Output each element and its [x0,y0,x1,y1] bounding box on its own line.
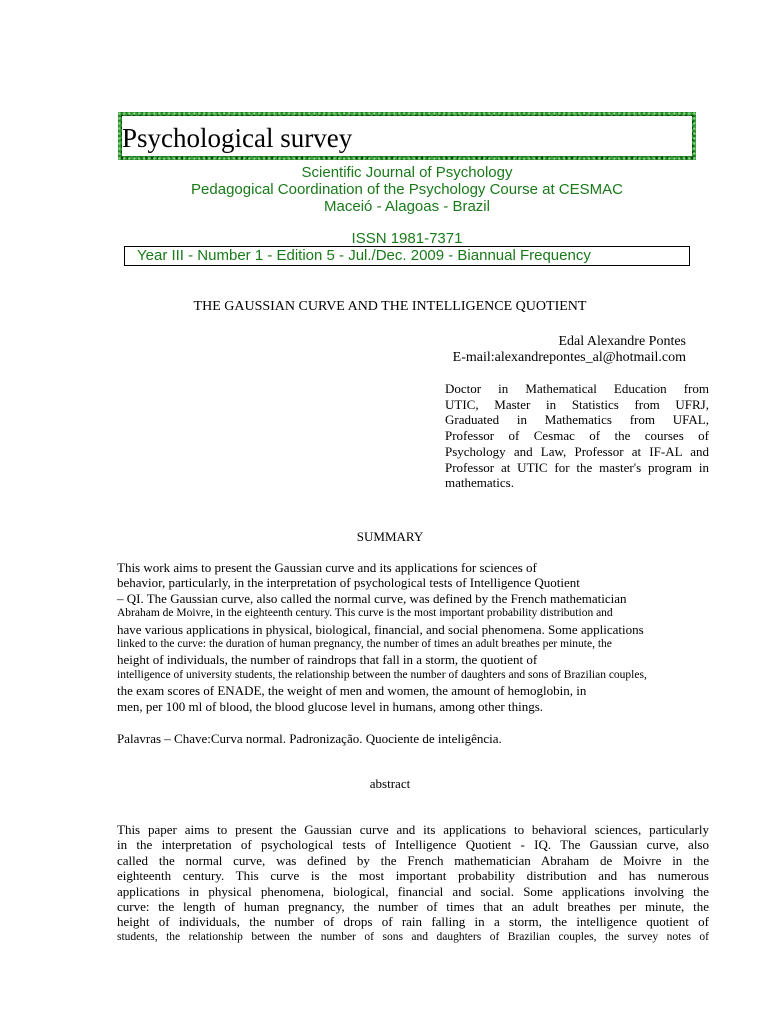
abstract-line: This paper aims to present the Gaussian curve and its applications to behavioral sciences, particularly [117,822,709,837]
abstract-line: applications in physical phenomena, biological, financial and social. Some applications involving the [117,883,709,899]
bio-line: Psychology and Law, Professor at IF-AL and [445,443,709,459]
keywords: Palavras – Chave:Curva normal. Padronização. Quociente de inteligência. [117,731,502,746]
journal-title-banner [118,112,696,160]
journal-coordination: Pedagogical Coordination of the Psychology Course at CESMAC [191,181,623,198]
author-email[interactable]: E-mail:alexandrepontes_al@hotmail.com [452,350,686,365]
bio-line: Professor at UTIC for the master's program in [445,459,709,475]
bio-line: Professor of Cesmac of the courses of [445,428,709,444]
journal-location: Maceió - Alagoas - Brazil [324,198,490,215]
summary-line: men, per 100 ml of blood, the blood glucose level in humans, among other things. [117,698,544,714]
summary-heading: SUMMARY [356,529,424,544]
summary-line: Abraham de Moivre, in the eighteenth century. This curve is the most important probability distribution and [117,607,613,620]
journal-name: Psychological survey [122,123,353,153]
bio-line: Graduated in Mathematics from UFAL, [445,412,709,428]
bio-line: UTIC, Master in Statistics from UFRJ, [445,396,709,412]
summary-line: intelligence of university students, the relationship between the number of daughters and sons of Brazilian couples, [117,668,647,681]
abstract-line: curve: the length of human pregnancy, the number of times that an adult breathes per minute, the [117,899,709,915]
abstract-line: called the normal curve, was defined by the French mathematician Abraham de Moivre in the [117,852,709,868]
summary-line: behavior, particularly, in the interpretation of psychological tests of Intelligence Quotient [117,575,580,591]
author-bio [445,381,709,491]
journal-title-frame [122,116,692,156]
summary-line: height of individuals, the number of raindrops that fall in a storm, the quotient of [117,652,538,668]
abstract-line: in the interpretation of psychological tests of Intelligence Quotient - IQ. The Gaussian curve, also [117,837,709,853]
journal-issn: ISSN 1981-7371 [351,230,463,247]
issue-info-box: Year III - Number 1 - Edition 5 - Jul./Dec. 2009 - Biannual Frequency [124,246,690,266]
abstract-line: eighteenth century. This curve is the most important probability distribution and has numerous [117,868,709,884]
article-title: THE GAUSSIAN CURVE AND THE INTELLIGENCE QUOTIENT [193,299,587,314]
bio-line: mathematics. [445,475,514,491]
bio-line: Doctor in Mathematical Education from [445,381,709,396]
summary-line: This work aims to present the Gaussian curve and its applications for sciences of [117,560,537,575]
journal-subtitle: Scientific Journal of Psychology [301,164,513,181]
summary-line: have various applications in physical, biological, financial, and social phenomena. Some applications [117,621,644,637]
abstract-heading: abstract [369,776,411,791]
summary-line: – QI. The Gaussian curve, also called the normal curve, was defined by the French mathematician [117,590,627,606]
abstract-line: students, the relationship between the number of sons and daughters of Brazilian couples, the survey notes of [117,930,709,943]
summary-line: linked to the curve: the duration of human pregnancy, the number of times an adult breathes per minute, the [117,638,612,651]
author-name: Edal Alexandre Pontes [558,334,686,349]
abstract-line: height of individuals, the number of drops of rain falling in a storm, the intelligence quotient of [117,914,709,930]
abstract-body [117,822,709,945]
summary-body [117,560,717,714]
summary-line: the exam scores of ENADE, the weight of men and women, the amount of hemoglobin, in [117,683,587,699]
